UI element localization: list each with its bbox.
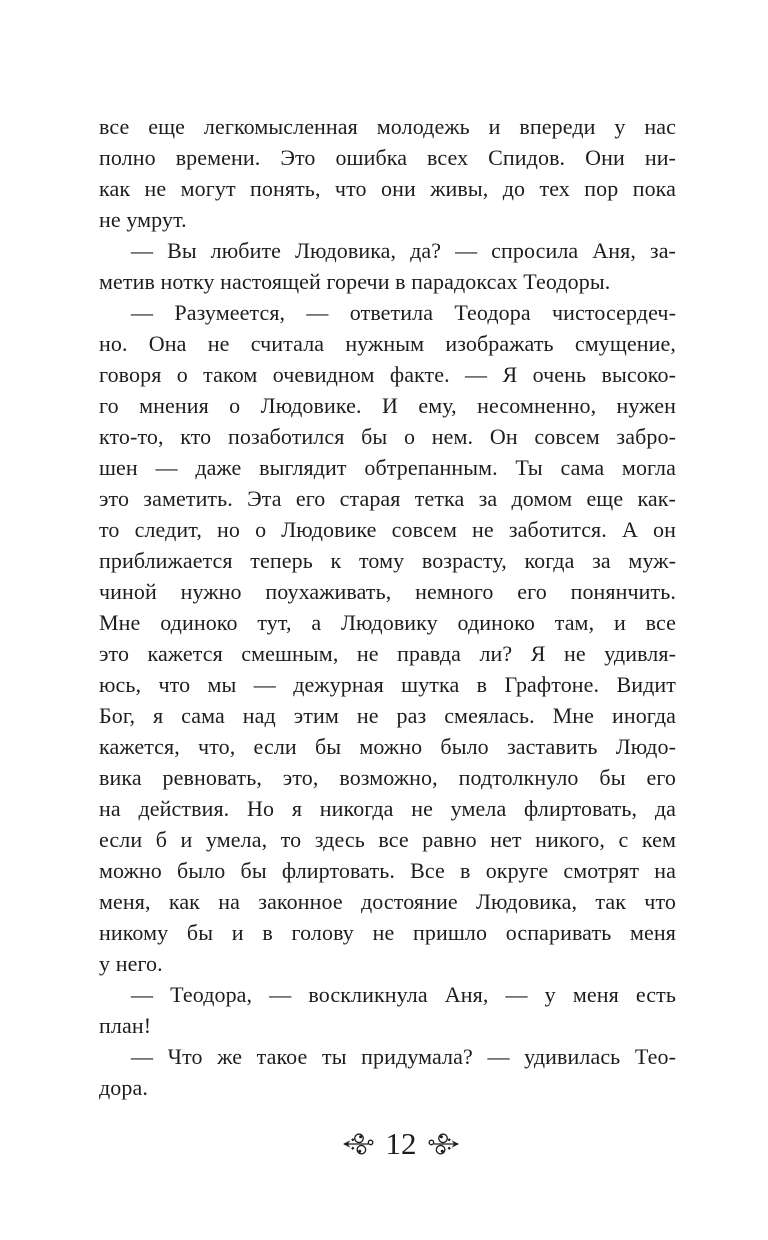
text-line: вика ревновать, это, возможно, подтолкнуло бы его (99, 765, 676, 790)
text-line: шен — даже выглядит обтрепанным. Ты сама могла (99, 455, 676, 480)
page-footer (343, 1128, 460, 1160)
text-line: кто-то, кто позаботился бы о нем. Он совсем забро- (99, 424, 676, 449)
text-line: это заметить. Эта его старая тетка за домом еще как- (99, 486, 676, 511)
paragraph (99, 1041, 676, 1103)
text-line: — Вы любите Людовика, да? — спросила Аня, за- (131, 238, 676, 263)
text-line: кажется, что, если бы можно было заставить Людо- (99, 734, 676, 759)
paragraph (99, 235, 676, 297)
text-line: — Что же такое ты придумала? — удивилась Тео- (131, 1044, 676, 1069)
paragraph (99, 111, 676, 235)
text-line: никому бы и в голову не пришло оспаривать меня (99, 920, 676, 945)
text-line: но. Она не считала нужным изображать смущение, (99, 331, 676, 356)
text-line: — Теодора, — воскликнула Аня, — у меня есть (131, 982, 676, 1007)
text-line: то следит, но о Людовике совсем не заботится. А он (99, 517, 676, 542)
fleuron-left-icon (343, 1130, 375, 1158)
page-number: 12 (385, 1126, 417, 1161)
paragraph (99, 297, 676, 979)
text-line: приближается теперь к тому возрасту, когда за муж- (99, 548, 676, 573)
text-line: можно было бы флиртовать. Все в округе смотрят на (99, 858, 676, 883)
text-line: Бог, я сама над этим не раз смеялась. Мне иногда (99, 703, 676, 728)
text-line: полно времени. Это ошибка всех Спидов. Они ни- (99, 145, 676, 170)
text-line: метив нотку настоящей горечи в парадоксах Теодоры. (99, 269, 611, 294)
text-line: меня, как на законное достояние Людовика, так что (99, 889, 676, 914)
text-line: если б и умела, то здесь все равно нет никого, с кем (99, 827, 676, 852)
text-line: как не могут понять, что они живы, до тех пор пока (99, 176, 676, 201)
text-line: юсь, что мы — дежурная шутка в Графтоне. Видит (99, 672, 676, 697)
fleuron-right-icon (428, 1130, 460, 1158)
text-line: чиной нужно поухаживать, немного его понянчить. (99, 579, 676, 604)
text-line: это кажется смешным, не правда ли? Я не удивля- (99, 641, 676, 666)
text-line: на действия. Но я никогда не умела флиртовать, да (99, 796, 676, 821)
text-line: — Разумеется, — ответила Теодора чистосердеч- (131, 300, 676, 325)
page-text (99, 111, 676, 1103)
text-line: не умрут. (99, 207, 187, 232)
text-line: у него. (99, 951, 163, 976)
paragraph (99, 979, 676, 1041)
text-line: план! (99, 1013, 152, 1038)
text-line: го мнения о Людовике. И ему, несомненно, нужен (99, 393, 676, 418)
text-line: все еще легкомысленная молодежь и впереди у нас (99, 114, 676, 139)
text-line: Мне одиноко тут, а Людовику одиноко там, и все (99, 610, 676, 635)
text-line: дора. (99, 1075, 148, 1100)
text-line: говоря о таком очевидном факте. — Я очень высоко- (99, 362, 676, 387)
